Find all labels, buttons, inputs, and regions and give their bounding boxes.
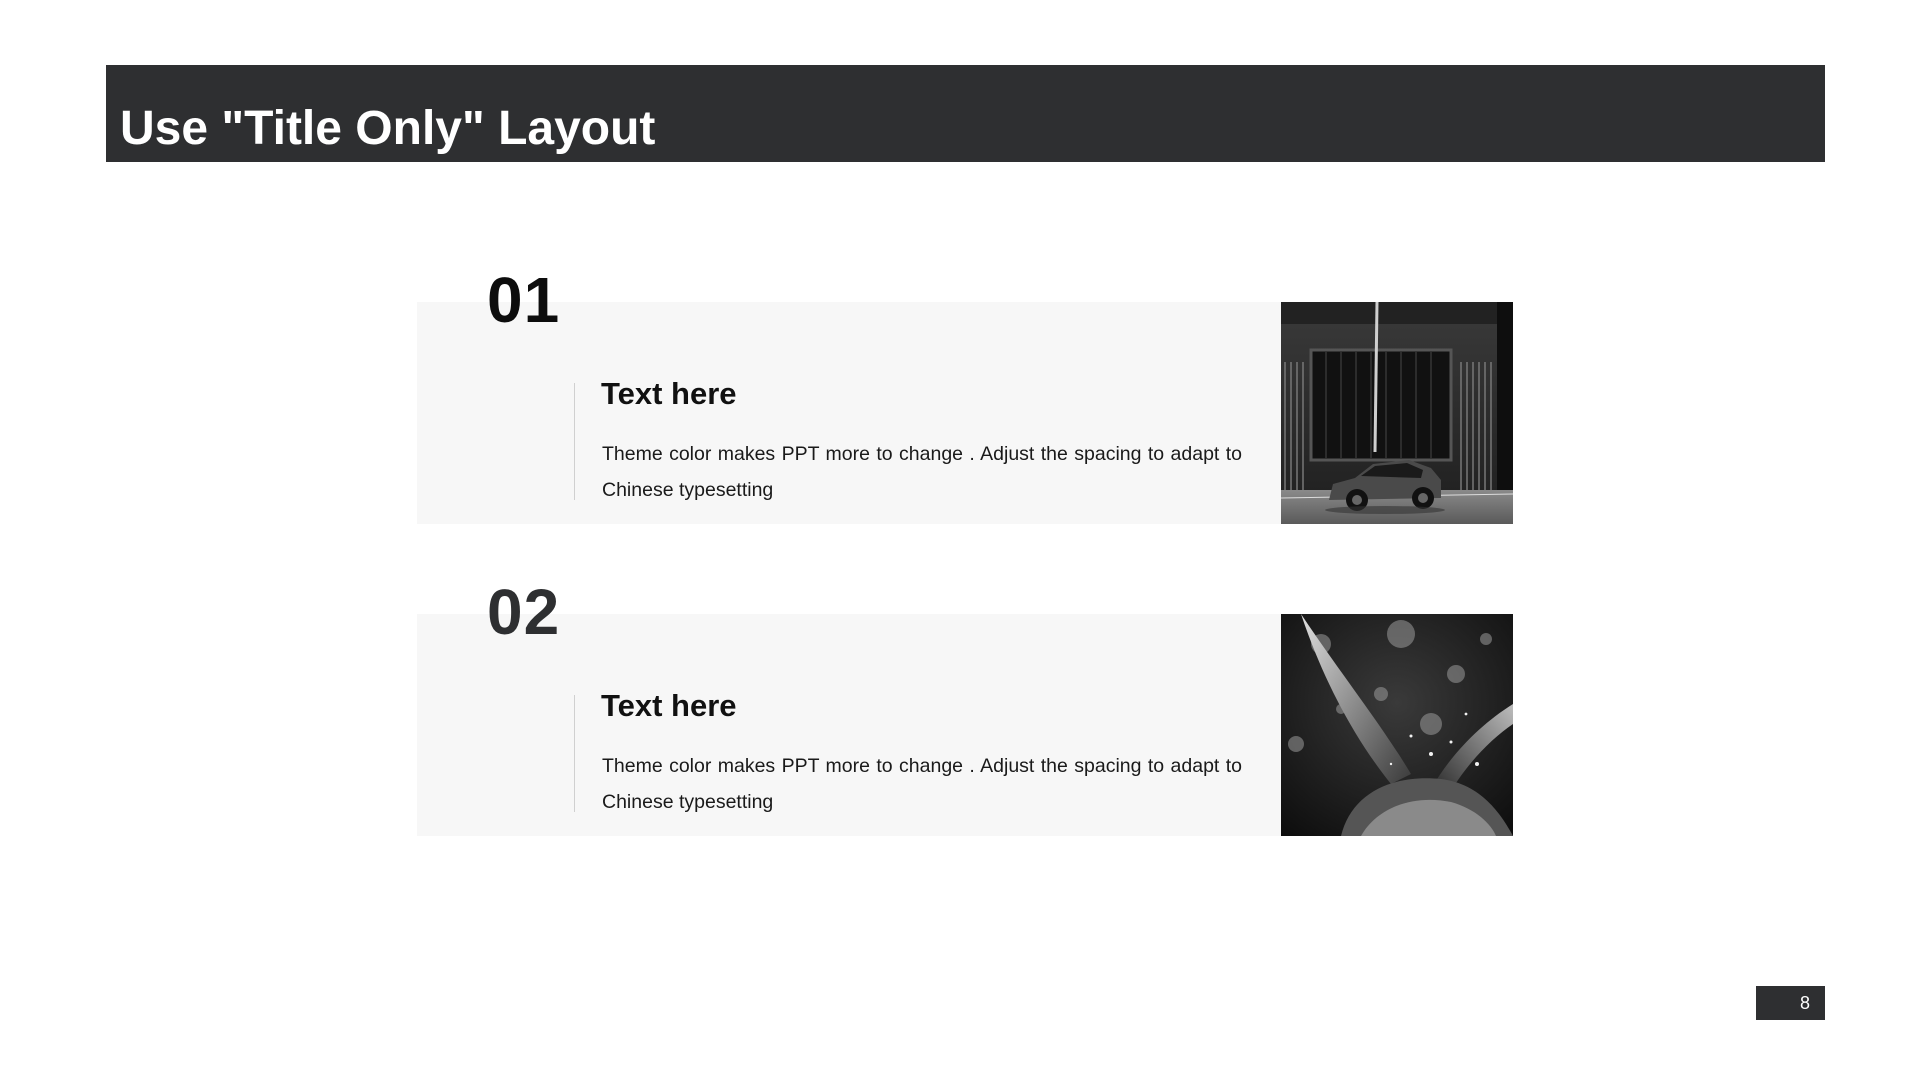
- card-2-divider: [574, 695, 575, 812]
- card-1-photo: [1281, 302, 1513, 524]
- card-2-heading: Text here: [601, 688, 737, 723]
- card-1-divider: [574, 383, 575, 500]
- card-2-photo: [1281, 614, 1513, 836]
- plant-droplets-photo-icon: [1281, 614, 1513, 836]
- card-1-body: Theme color makes PPT more to change . Adjust the spacing to adapt to Chinese typesetting: [602, 443, 1242, 501]
- car-building-photo-icon: [1281, 302, 1513, 524]
- card-1-heading: Text here: [601, 376, 737, 411]
- title-bar: [106, 65, 1825, 162]
- card-1-number: 01: [487, 264, 561, 336]
- slide-title: Use "Title Only" Layout: [120, 102, 656, 155]
- page-number-badge: [1756, 986, 1825, 1020]
- page-number: 8: [1799, 993, 1810, 1013]
- card-2-body: Theme color makes PPT more to change . Adjust the spacing to adapt to Chinese typesetting: [602, 755, 1242, 813]
- card-2-number: 02: [487, 576, 561, 648]
